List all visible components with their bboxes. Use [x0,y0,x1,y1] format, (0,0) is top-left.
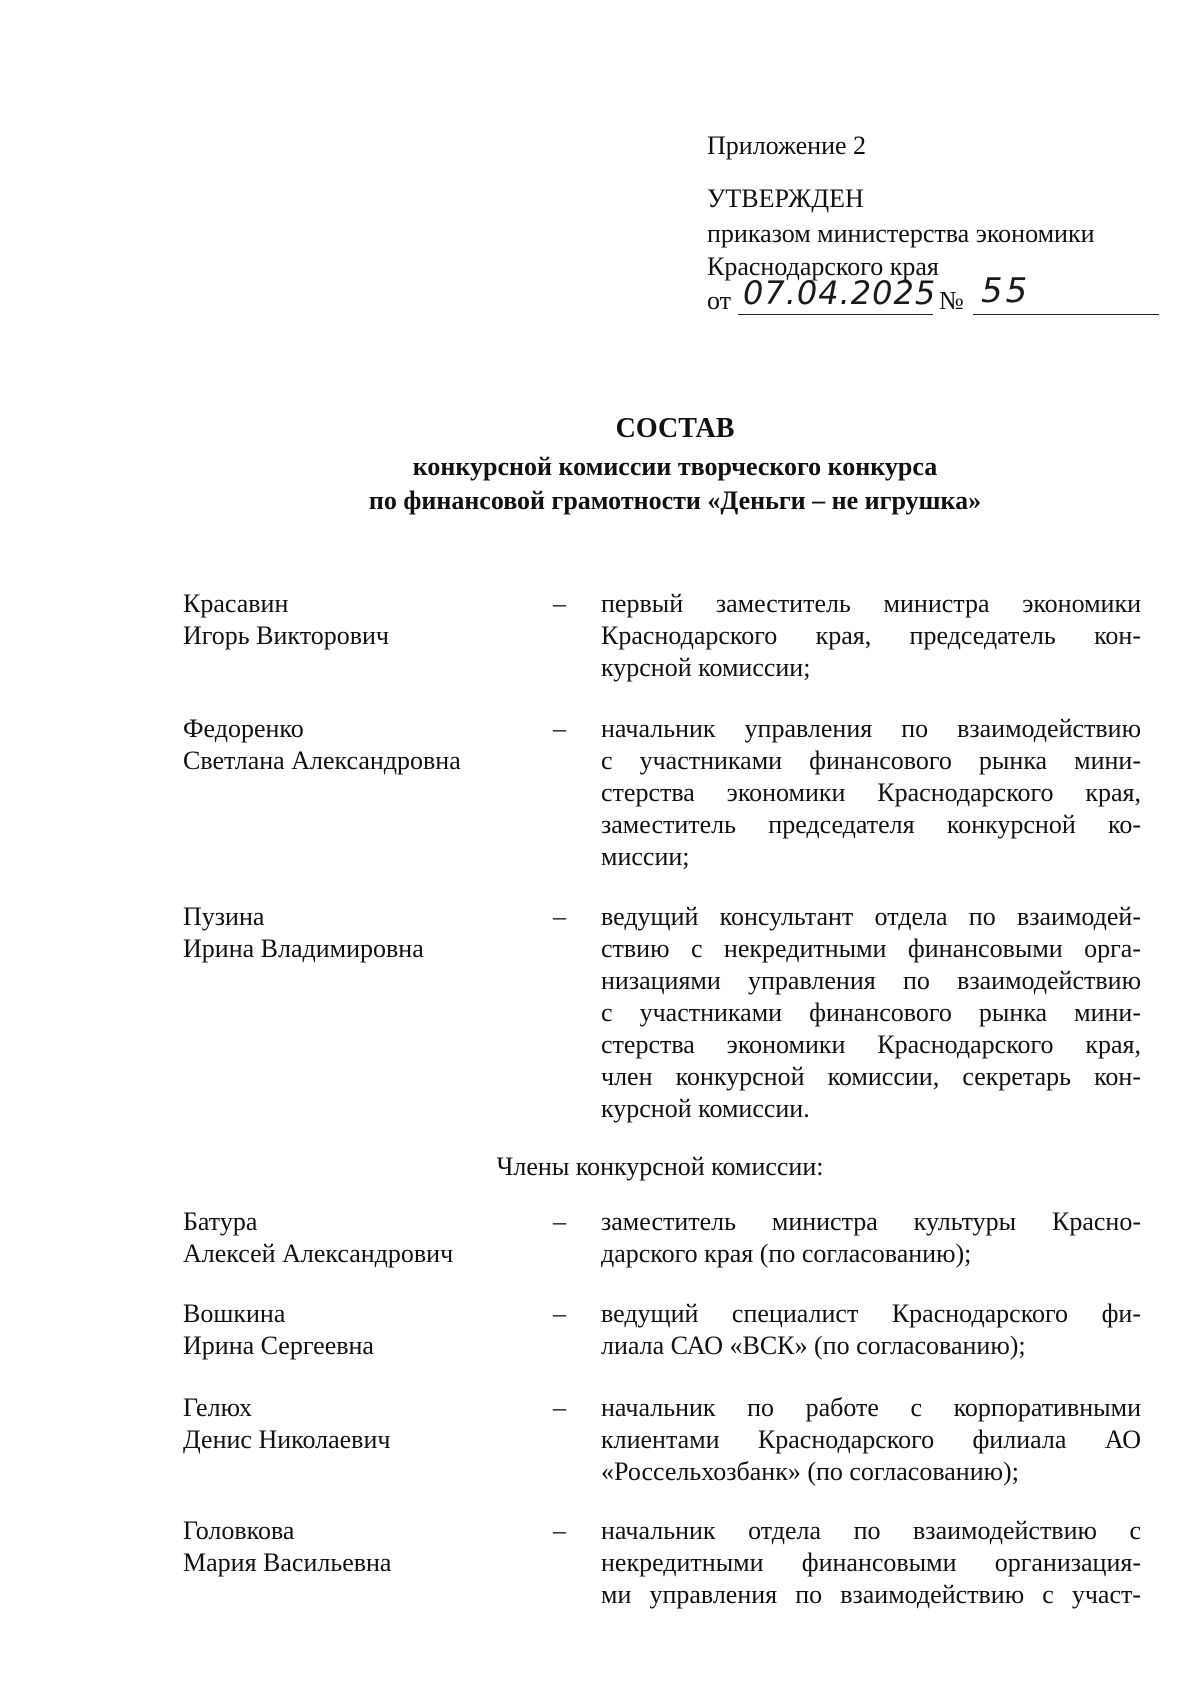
document-title: СОСТАВ [615,413,735,444]
member-surname: Гелюх [183,1393,252,1422]
member-name [183,588,523,652]
member-surname: Пузина [183,902,265,931]
role-line: стерства экономики Краснодарского края, [601,778,1141,807]
member-role [601,1206,1141,1270]
member-name [183,901,523,965]
role-line: заместитель министра культуры Красно- [601,1207,1141,1236]
role-line: начальник по работе с корпоративными [601,1393,1141,1422]
number-sign: № [939,286,964,315]
dash-separator: – [553,1299,566,1328]
role-line: клиентами Краснодарского филиала АО [601,1425,1141,1454]
member-name [183,1206,523,1270]
member-role [601,588,1141,684]
number-underline [973,314,1159,315]
role-line: стерства экономики Краснодарского края, [601,1030,1141,1059]
role-line: лиала САО «ВСК» (по согласованию); [601,1331,1026,1360]
role-line: начальник отдела по взаимодействию с [601,1516,1141,1545]
order-date-handwritten: 07.04.2025 [743,274,937,312]
order-line-1: приказом министерства экономики [707,219,1095,248]
member-name [183,1515,523,1579]
member-given-names: Алексей Александрович [183,1239,454,1268]
role-line: первый заместитель министра экономики [601,589,1141,618]
role-line: курсной комиссии. [601,1094,810,1123]
dash-separator: – [553,714,566,743]
order-number-handwritten: 55 [981,271,1031,311]
dash-separator: – [553,1516,566,1545]
member-role [601,1515,1141,1611]
document-subtitle-line-2: по финансовой грамотности «Деньги – не игрушка» [368,486,982,515]
member-role [601,713,1141,873]
member-surname: Батура [183,1207,258,1236]
approved-label: УТВЕРЖДЕН [707,184,864,213]
order-line-2: Краснодарского края [707,252,939,281]
role-line: некредитными финансовыми организация- [601,1548,1141,1577]
member-name [183,1298,523,1362]
members-section-heading: Члены конкурсной комиссии: [496,1152,824,1181]
role-line: с участниками финансового рынка мини- [601,998,1141,1027]
member-name [183,713,523,777]
member-given-names: Игорь Викторович [183,621,389,650]
member-given-names: Мария Васильевна [183,1548,392,1577]
dash-separator: – [553,902,566,931]
role-line: ми управления по взаимодействию с участ- [601,1580,1141,1609]
role-line: низациями управления по взаимодействию [601,966,1141,995]
member-surname: Головкова [183,1516,295,1545]
member-role [601,1298,1141,1362]
member-surname: Федоренко [183,714,304,743]
member-surname: Красавин [183,589,289,618]
role-line: ствию с некредитными финансовыми орга- [601,934,1141,963]
role-line: «Россельхозбанк» (по согласованию); [601,1457,1019,1486]
role-line: начальник управления по взаимодействию [601,714,1141,743]
role-line: член конкурсной комиссии, секретарь кон- [601,1062,1141,1091]
role-line: курсной комиссии; [601,653,811,682]
dash-separator: – [553,1207,566,1236]
from-label: от [707,286,732,315]
date-underline [738,314,933,315]
dash-separator: – [553,1393,566,1422]
role-line: миссии; [601,842,690,871]
member-given-names: Светлана Александровна [183,746,461,775]
member-role [601,901,1141,1125]
dash-separator: – [553,589,566,618]
member-given-names: Ирина Владимировна [183,934,424,963]
role-line: дарского края (по согласованию); [601,1239,972,1268]
role-line: заместитель председателя конкурсной ко- [601,810,1141,839]
member-given-names: Ирина Сергеевна [183,1331,374,1360]
role-line: с участниками финансового рынка мини- [601,746,1141,775]
role-line: Краснодарского края, председатель кон- [601,621,1141,650]
member-name [183,1392,523,1456]
role-line: ведущий консультант отдела по взаимодей- [601,902,1141,931]
order-date-number-row [707,271,1159,323]
document-subtitle-line-1: конкурсной комиссии творческого конкурса [412,452,938,481]
member-given-names: Денис Николаевич [183,1425,391,1454]
role-line: ведущий специалист Краснодарского фи- [601,1299,1141,1328]
appendix-label: Приложение 2 [707,131,867,160]
member-surname: Вошкина [183,1299,286,1328]
member-role [601,1392,1141,1488]
